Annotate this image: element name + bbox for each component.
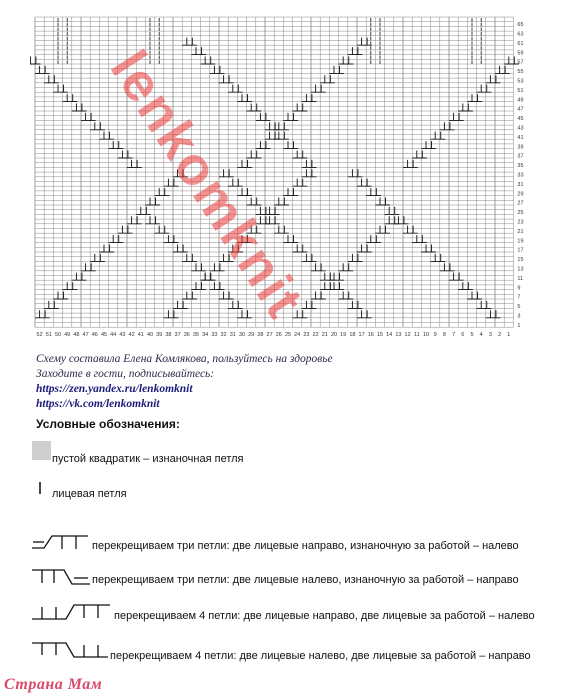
cross-4-left-icon: [30, 638, 110, 664]
credits-author: Схему составила Елена Комлякова, пользуйтесь на здоровье: [36, 353, 333, 365]
stitch-number-label: 25: [284, 332, 292, 339]
stitch-number-label: 48: [73, 332, 80, 339]
stitch-number-label: 51: [45, 332, 52, 339]
stitch-number-label: 50: [54, 332, 62, 339]
row-number-label: 45: [517, 116, 524, 123]
stitch-number-label: 28: [257, 332, 264, 339]
cable-stitch-path: [219, 169, 372, 318]
stitch-number-label: 17: [358, 332, 365, 339]
stitch-number-label: 9: [433, 332, 437, 339]
stitch-number-label: 37: [174, 332, 181, 339]
row-number-label: 13: [517, 266, 524, 273]
cable-stitch-path: [293, 216, 400, 318]
footer-logo: Страна Мам: [4, 676, 103, 693]
cross-3-left-icon: [30, 566, 92, 592]
legend-text-cross3-left: перекрещиваем три петли: две лицевые налево, изнаночную за работой – направо: [92, 574, 519, 586]
stitch-number-label: 20: [330, 332, 338, 339]
row-number-label: 9: [517, 285, 521, 292]
stitch-number-label: 23: [303, 332, 310, 339]
stitch-number-label: 14: [386, 332, 393, 339]
stitch-number-label: 30: [238, 332, 246, 339]
row-number-label: 61: [517, 40, 524, 47]
stitch-number-label: 45: [100, 332, 108, 339]
row-number-label: 5: [517, 304, 521, 311]
row-number-label: 29: [517, 191, 524, 198]
cable-stitch-path: [30, 56, 142, 167]
chart-grid: [30, 15, 540, 340]
stitch-number-label: 12: [404, 332, 411, 339]
row-number-label: 37: [517, 153, 524, 160]
cable-stitch-path: [164, 169, 317, 318]
stitch-number-label: 34: [202, 332, 209, 339]
stitch-number-label: 4: [479, 332, 483, 339]
legend-title: Условные обозначения:: [36, 417, 180, 431]
legend-text-cross3-right: перекрещиваем три петли: две лицевые направо, изнаночную за работой – налево: [92, 540, 519, 552]
stitch-number-label: 41: [137, 332, 144, 339]
row-number-label: 55: [517, 69, 524, 76]
row-number-label: 53: [517, 78, 524, 85]
stitch-number-label: 40: [146, 332, 154, 339]
stitch-number-label: 11: [413, 332, 420, 339]
stitch-number-label: 47: [82, 332, 89, 339]
knit-stitch-icon: [30, 480, 50, 500]
purl-square-icon: [32, 441, 51, 460]
credits-invite: Заходите в гости, подписывайтесь:: [36, 368, 215, 380]
row-number-label: 41: [517, 134, 524, 141]
row-number-label: 33: [517, 172, 524, 179]
stitch-number-label: 13: [395, 332, 402, 339]
row-number-label: 47: [517, 106, 524, 113]
stitch-number-label: 27: [266, 332, 273, 339]
stitch-number-label: 5: [470, 332, 474, 339]
row-number-label: 35: [517, 163, 524, 170]
stitch-number-label: 6: [461, 332, 465, 339]
watermark-text: lenkomknit: [98, 40, 316, 330]
stitch-number-label: 18: [349, 332, 356, 339]
stitch-number-label: 52: [36, 332, 43, 339]
knitting-chart: [30, 15, 540, 340]
stitch-number-label: 31: [229, 332, 236, 339]
cable-stitch-path: [182, 38, 316, 168]
stitch-number-label: 43: [119, 332, 126, 339]
row-number-label: 3: [517, 313, 521, 320]
credits-link-vk[interactable]: https://vk.com/lenkomknit: [36, 398, 160, 410]
row-number-label: 7: [517, 294, 521, 301]
stitch-number-label: 33: [211, 332, 218, 339]
stitch-number-label: 32: [220, 332, 227, 339]
row-number-label: 49: [517, 97, 524, 104]
stitch-number-label: 24: [294, 332, 301, 339]
stitch-number-label: 1: [507, 332, 511, 339]
stitch-number-label: 8: [442, 332, 446, 339]
row-number-label: 39: [517, 144, 524, 151]
legend-text-cross4-left: перекрещиваем 4 петли: две лицевые налево, две лицевые за работой – направо: [110, 650, 531, 662]
credits-block: [36, 352, 516, 412]
row-number-label: 65: [517, 22, 524, 29]
stitch-number-label: 19: [340, 332, 347, 339]
stitch-number-label: 38: [165, 332, 172, 339]
stitch-number-label: 16: [367, 332, 374, 339]
row-number-label: 25: [517, 210, 524, 217]
row-number-label: 63: [517, 31, 524, 38]
cable-stitch-path: [237, 38, 371, 168]
stitch-number-label: 46: [91, 332, 98, 339]
cable-stitch-path: [403, 56, 519, 167]
cable-stitch-path: [348, 169, 501, 318]
stitch-number-label: 21: [321, 332, 328, 339]
credits-link-zen[interactable]: https://zen.yandex.ru/lenkomknit: [36, 383, 193, 395]
row-number-label: 57: [517, 59, 524, 66]
stitch-number-label: 10: [422, 332, 430, 339]
row-number-label: 1: [517, 322, 521, 329]
stitch-number-label: 49: [64, 332, 71, 339]
stitch-number-label: 36: [183, 332, 190, 339]
stitch-number-label: 39: [156, 332, 163, 339]
stitch-number-label: 15: [376, 332, 384, 339]
cross-4-right-icon: [30, 600, 112, 626]
row-number-label: 59: [517, 50, 524, 57]
legend-text-knit: лицевая петля: [52, 488, 127, 500]
row-number-label: 43: [517, 125, 524, 132]
stitch-number-label: 3: [488, 332, 492, 339]
cross-3-right-icon: [30, 531, 90, 555]
legend-text-cross4-right: перекрещиваем 4 петли: две лицевые направо, две лицевые за работой – налево: [114, 610, 535, 622]
stitch-number-label: 22: [312, 332, 319, 339]
stitch-number-label: 29: [248, 332, 255, 339]
stitch-number-label: 35: [192, 332, 200, 339]
row-number-label: 31: [517, 181, 524, 188]
row-number-label: 11: [517, 275, 524, 282]
stitch-number-label: 26: [275, 332, 282, 339]
cable-stitch-path: [145, 216, 252, 318]
cable-stitch-path: [35, 169, 188, 318]
row-number-label: 21: [517, 228, 524, 235]
stitch-number-label: 42: [128, 332, 135, 339]
stitch-number-label: 44: [110, 332, 117, 339]
row-number-label: 23: [517, 219, 524, 226]
row-number-label: 19: [517, 238, 524, 245]
row-number-label: 51: [517, 87, 524, 94]
row-number-label: 17: [517, 247, 524, 254]
stitch-number-label: 7: [452, 332, 456, 339]
row-number-label: 15: [517, 257, 524, 264]
legend-text-purl: пустой квадратик – изнаночная петля: [52, 453, 244, 465]
stitch-number-label: 2: [498, 332, 502, 339]
row-number-label: 27: [517, 200, 524, 207]
